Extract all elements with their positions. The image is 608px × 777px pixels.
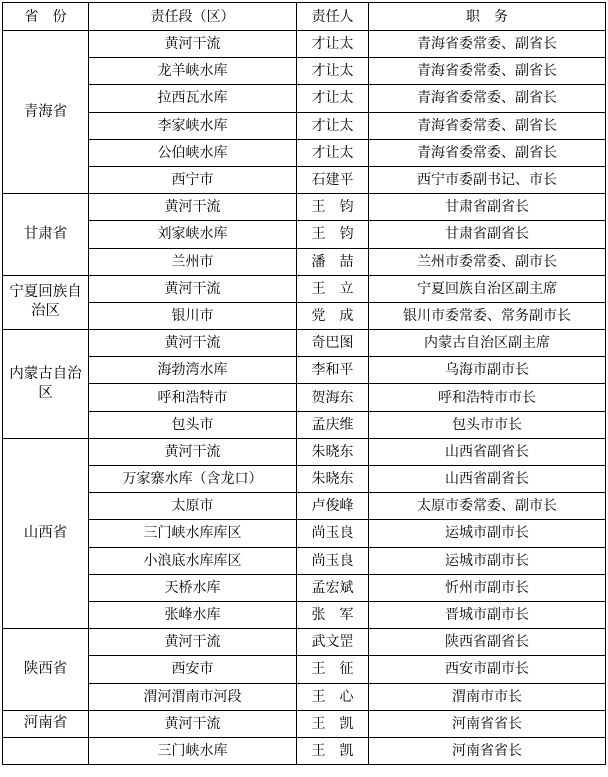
- title-cell: 西宁市委副书记、市长: [369, 166, 606, 193]
- table-row: [3, 85, 606, 112]
- header-province: 省 份: [3, 3, 89, 31]
- table-row: [3, 629, 606, 656]
- section-cell: 西安市: [89, 656, 297, 683]
- person-cell: 武文罡: [297, 629, 369, 656]
- person-cell: 党 成: [297, 302, 369, 329]
- title-cell: 青海省委常委、副省长: [369, 58, 606, 85]
- table-row: [3, 112, 606, 139]
- person-cell: 才让太: [297, 139, 369, 166]
- table-row: [3, 330, 606, 357]
- table-row: [3, 302, 606, 329]
- person-cell: 潘 喆: [297, 248, 369, 275]
- section-cell: 李家峡水库: [89, 112, 297, 139]
- title-cell: 呼和浩特市市长: [369, 384, 606, 411]
- title-cell: 河南省省长: [369, 710, 606, 737]
- table-row: [3, 574, 606, 601]
- table-row: [3, 248, 606, 275]
- person-cell: 才让太: [297, 58, 369, 85]
- section-cell: 三门峡水库: [89, 737, 297, 764]
- person-cell: 王 钧: [297, 194, 369, 221]
- title-cell: 包头市市长: [369, 411, 606, 438]
- section-cell: 天桥水库: [89, 574, 297, 601]
- header-section: 责任段（区）: [89, 3, 297, 31]
- section-cell: 黄河干流: [89, 194, 297, 221]
- section-cell: 小浪底水库库区: [89, 547, 297, 574]
- title-cell: 陕西省副省长: [369, 629, 606, 656]
- table-row: [3, 384, 606, 411]
- person-cell: 才让太: [297, 112, 369, 139]
- table-row: [3, 31, 606, 58]
- table-row: [3, 166, 606, 193]
- section-cell: 兰州市: [89, 248, 297, 275]
- person-cell: 王 钧: [297, 221, 369, 248]
- province-cell: 青海省: [3, 31, 89, 194]
- title-cell: 青海省委常委、副省长: [369, 85, 606, 112]
- person-cell: 贺海东: [297, 384, 369, 411]
- title-cell: 河南省省长: [369, 737, 606, 764]
- section-cell: 黄河干流: [89, 31, 297, 58]
- title-cell: 宁夏回族自治区副主席: [369, 275, 606, 302]
- title-cell: 太原市委常委、副市长: [369, 493, 606, 520]
- title-cell: 晋城市副市长: [369, 601, 606, 628]
- header-person: 责任人: [297, 3, 369, 31]
- title-cell: 兰州市委常委、副市长: [369, 248, 606, 275]
- section-cell: 张峰水库: [89, 601, 297, 628]
- table-row: [3, 601, 606, 628]
- person-cell: 孟宏斌: [297, 574, 369, 601]
- section-cell: 渭河渭南市河段: [89, 683, 297, 710]
- person-cell: 才让太: [297, 31, 369, 58]
- province-cell: 河南省: [3, 710, 89, 737]
- title-cell: 运城市副市长: [369, 547, 606, 574]
- table-row: [3, 520, 606, 547]
- table-row: [3, 737, 606, 764]
- table-row: [3, 221, 606, 248]
- section-cell: 黄河干流: [89, 710, 297, 737]
- title-cell: 甘肃省副省长: [369, 221, 606, 248]
- section-cell: 黄河干流: [89, 629, 297, 656]
- person-cell: 王 凯: [297, 737, 369, 764]
- person-cell: 石建平: [297, 166, 369, 193]
- province-cell: 宁夏回族自治区: [3, 275, 89, 329]
- table-row: [3, 438, 606, 465]
- section-cell: 黄河干流: [89, 438, 297, 465]
- table-row: [3, 58, 606, 85]
- person-cell: 朱晓东: [297, 466, 369, 493]
- table-row: [3, 411, 606, 438]
- person-cell: 王 心: [297, 683, 369, 710]
- person-cell: 王 凯: [297, 710, 369, 737]
- responsibility-table: [2, 2, 606, 765]
- province-cell: 陕西省: [3, 629, 89, 711]
- province-cell: 内蒙古自治区: [3, 330, 89, 439]
- section-cell: 刘家峡水库: [89, 221, 297, 248]
- title-cell: 山西省副省长: [369, 438, 606, 465]
- section-cell: 公伯峡水库: [89, 139, 297, 166]
- person-cell: 孟庆维: [297, 411, 369, 438]
- person-cell: 王 立: [297, 275, 369, 302]
- person-cell: 朱晓东: [297, 438, 369, 465]
- section-cell: 太原市: [89, 493, 297, 520]
- section-cell: 万家寨水库（含龙口）: [89, 466, 297, 493]
- person-cell: 才让太: [297, 85, 369, 112]
- table-row: [3, 656, 606, 683]
- person-cell: 卢俊峰: [297, 493, 369, 520]
- province-cell: 甘肃省: [3, 194, 89, 276]
- province-cell: 山西省: [3, 438, 89, 628]
- title-cell: 甘肃省副省长: [369, 194, 606, 221]
- section-cell: 呼和浩特市: [89, 384, 297, 411]
- section-cell: 西宁市: [89, 166, 297, 193]
- section-cell: 海勃湾水库: [89, 357, 297, 384]
- section-cell: 黄河干流: [89, 330, 297, 357]
- section-cell: 黄河干流: [89, 275, 297, 302]
- title-cell: 内蒙古自治区副主席: [369, 330, 606, 357]
- person-cell: 张 军: [297, 601, 369, 628]
- title-cell: 山西省副省长: [369, 466, 606, 493]
- title-cell: 青海省委常委、副省长: [369, 112, 606, 139]
- table-row: [3, 194, 606, 221]
- person-cell: 尚玉良: [297, 520, 369, 547]
- section-cell: 拉西瓦水库: [89, 85, 297, 112]
- header-title: 职 务: [369, 3, 606, 31]
- table-row: [3, 493, 606, 520]
- title-cell: 运城市副市长: [369, 520, 606, 547]
- table-row: [3, 466, 606, 493]
- title-cell: 青海省委常委、副省长: [369, 139, 606, 166]
- title-cell: 青海省委常委、副省长: [369, 31, 606, 58]
- person-cell: 王 征: [297, 656, 369, 683]
- section-cell: 龙羊峡水库: [89, 58, 297, 85]
- person-cell: 尚玉良: [297, 547, 369, 574]
- table-row: [3, 710, 606, 737]
- title-cell: 渭南市市长: [369, 683, 606, 710]
- title-cell: 忻州市副市长: [369, 574, 606, 601]
- province-cell: [3, 737, 89, 764]
- person-cell: 奇巴图: [297, 330, 369, 357]
- title-cell: 银川市委常委、常务副市长: [369, 302, 606, 329]
- table-row: [3, 139, 606, 166]
- table-row: [3, 357, 606, 384]
- title-cell: 西安市副市长: [369, 656, 606, 683]
- table-row: [3, 683, 606, 710]
- section-cell: 三门峡水库库区: [89, 520, 297, 547]
- section-cell: 银川市: [89, 302, 297, 329]
- table-row: [3, 275, 606, 302]
- title-cell: 乌海市副市长: [369, 357, 606, 384]
- table-row: [3, 547, 606, 574]
- header-row: [3, 3, 606, 31]
- section-cell: 包头市: [89, 411, 297, 438]
- person-cell: 李和平: [297, 357, 369, 384]
- table-body: [3, 31, 606, 765]
